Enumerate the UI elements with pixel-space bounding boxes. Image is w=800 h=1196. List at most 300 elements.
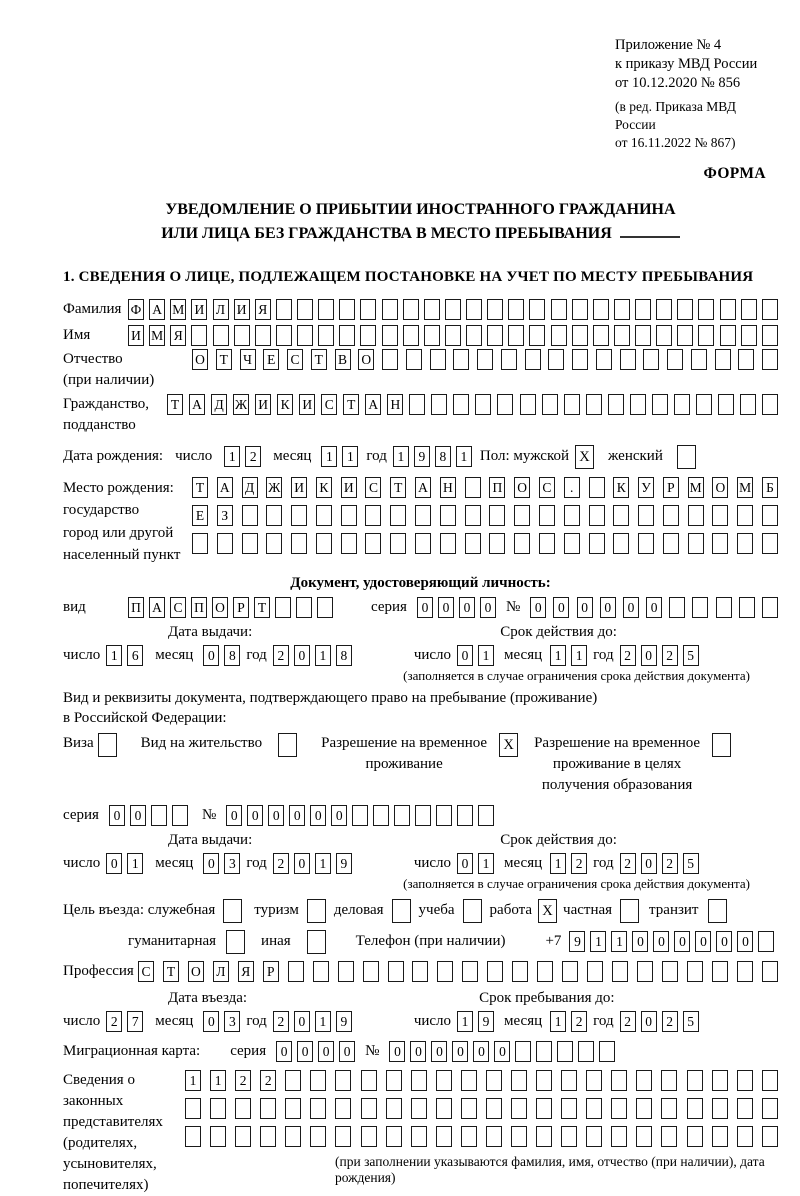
form-cell[interactable] — [335, 1126, 351, 1147]
form-cell[interactable]: 0 — [716, 931, 732, 952]
form-cell[interactable]: 6 — [127, 645, 143, 666]
profession-field[interactable] — [138, 961, 778, 982]
form-cell[interactable] — [461, 1098, 477, 1119]
form-cell[interactable]: П — [489, 477, 505, 498]
form-cell[interactable]: О — [192, 349, 208, 370]
form-cell[interactable] — [172, 805, 188, 826]
form-cell[interactable] — [589, 533, 605, 554]
form-cell[interactable] — [489, 505, 505, 526]
form-cell[interactable]: 1 — [550, 1011, 566, 1032]
form-cell[interactable] — [572, 299, 588, 320]
form-cell[interactable] — [486, 1126, 502, 1147]
form-cell[interactable] — [235, 1126, 251, 1147]
phone-field[interactable] — [569, 931, 774, 952]
form-cell[interactable]: О — [358, 349, 374, 370]
form-cell[interactable] — [361, 1126, 377, 1147]
form-cell[interactable] — [762, 1070, 778, 1091]
doc-expiry-day-field[interactable] — [457, 645, 494, 666]
form-cell[interactable]: К — [613, 477, 629, 498]
form-cell[interactable] — [536, 1098, 552, 1119]
form-cell[interactable] — [762, 394, 778, 415]
form-cell[interactable]: 2 — [273, 645, 289, 666]
form-cell[interactable] — [536, 1041, 552, 1062]
form-cell[interactable]: 0 — [641, 853, 657, 874]
form-cell[interactable] — [762, 325, 778, 346]
form-cell[interactable]: 2 — [260, 1070, 276, 1091]
form-cell[interactable]: Я — [255, 299, 271, 320]
form-cell[interactable] — [520, 394, 536, 415]
form-cell[interactable] — [589, 477, 605, 498]
form-cell[interactable] — [688, 505, 704, 526]
form-cell[interactable] — [687, 961, 703, 982]
form-cell[interactable] — [614, 325, 630, 346]
form-cell[interactable] — [696, 394, 712, 415]
form-cell[interactable]: 0 — [318, 1041, 334, 1062]
form-cell[interactable] — [740, 394, 756, 415]
form-cell[interactable] — [537, 961, 553, 982]
doc-series-field[interactable] — [417, 597, 496, 618]
form-cell[interactable]: М — [737, 477, 753, 498]
representatives-line1-field[interactable] — [185, 1070, 778, 1091]
form-cell[interactable] — [529, 299, 545, 320]
form-cell[interactable]: 2 — [662, 1011, 678, 1032]
form-cell[interactable]: Е — [263, 349, 279, 370]
name-field[interactable] — [128, 325, 778, 346]
doc-expiry-month-field[interactable] — [550, 645, 587, 666]
form-cell[interactable]: Л — [213, 961, 229, 982]
form-cell[interactable] — [514, 533, 530, 554]
form-cell[interactable]: 0 — [623, 597, 639, 618]
form-cell[interactable] — [539, 505, 555, 526]
form-cell[interactable] — [638, 533, 654, 554]
form-cell[interactable] — [667, 349, 683, 370]
form-cell[interactable]: 1 — [315, 853, 331, 874]
form-cell[interactable] — [762, 299, 778, 320]
form-cell[interactable] — [561, 1098, 577, 1119]
form-cell[interactable]: 1 — [315, 1011, 331, 1032]
form-cell[interactable]: Р — [233, 597, 249, 618]
form-cell[interactable]: Т — [192, 477, 208, 498]
form-cell[interactable] — [712, 1070, 728, 1091]
form-cell[interactable]: Т — [163, 961, 179, 982]
form-cell[interactable]: 9 — [569, 931, 585, 952]
form-cell[interactable]: 0 — [641, 645, 657, 666]
form-cell[interactable] — [511, 1126, 527, 1147]
form-cell[interactable]: 0 — [674, 931, 690, 952]
form-cell[interactable]: 0 — [632, 931, 648, 952]
form-cell[interactable] — [465, 505, 481, 526]
form-cell[interactable] — [191, 325, 207, 346]
form-cell[interactable] — [737, 1098, 753, 1119]
form-cell[interactable]: 0 — [294, 1011, 310, 1032]
form-cell[interactable] — [436, 1070, 452, 1091]
form-cell[interactable] — [738, 349, 754, 370]
form-cell[interactable] — [677, 299, 693, 320]
form-cell[interactable]: 1 — [550, 853, 566, 874]
form-cell[interactable]: 0 — [457, 853, 473, 874]
form-cell[interactable] — [390, 533, 406, 554]
form-cell[interactable]: Р — [663, 477, 679, 498]
form-cell[interactable] — [661, 1098, 677, 1119]
form-cell[interactable]: 0 — [106, 853, 122, 874]
form-cell[interactable] — [394, 805, 410, 826]
form-cell[interactable] — [436, 1126, 452, 1147]
form-cell[interactable] — [636, 1070, 652, 1091]
form-cell[interactable]: 1 — [106, 645, 122, 666]
form-cell[interactable] — [514, 505, 530, 526]
form-cell[interactable]: Т — [216, 349, 232, 370]
form-cell[interactable] — [213, 325, 229, 346]
form-cell[interactable]: 0 — [339, 1041, 355, 1062]
form-cell[interactable]: 9 — [478, 1011, 494, 1032]
form-cell[interactable]: 0 — [431, 1041, 447, 1062]
form-cell[interactable] — [210, 1126, 226, 1147]
form-cell[interactable]: 0 — [130, 805, 146, 826]
form-cell[interactable] — [466, 325, 482, 346]
form-cell[interactable] — [437, 961, 453, 982]
form-cell[interactable] — [620, 349, 636, 370]
form-cell[interactable]: И — [255, 394, 271, 415]
form-cell[interactable]: Т — [343, 394, 359, 415]
form-cell[interactable] — [586, 1126, 602, 1147]
form-cell[interactable] — [291, 533, 307, 554]
form-cell[interactable] — [561, 1070, 577, 1091]
form-cell[interactable] — [403, 325, 419, 346]
form-cell[interactable] — [712, 1098, 728, 1119]
form-cell[interactable] — [497, 394, 513, 415]
form-cell[interactable] — [762, 349, 778, 370]
purpose-humanitarian-checkbox[interactable] — [226, 930, 245, 954]
form-cell[interactable] — [716, 597, 732, 618]
entry-month-field[interactable] — [203, 1011, 240, 1032]
form-cell[interactable]: К — [316, 477, 332, 498]
form-cell[interactable] — [185, 1098, 201, 1119]
resident-doc-number-field[interactable] — [226, 805, 494, 826]
form-cell[interactable]: И — [299, 394, 315, 415]
purpose-other-checkbox[interactable] — [307, 930, 326, 954]
form-cell[interactable]: . — [564, 477, 580, 498]
form-cell[interactable]: 2 — [620, 853, 636, 874]
form-cell[interactable] — [424, 325, 440, 346]
doc-number-field[interactable] — [530, 597, 778, 618]
form-cell[interactable]: У — [638, 477, 654, 498]
doc-type-field[interactable] — [128, 597, 333, 618]
form-cell[interactable] — [712, 961, 728, 982]
doc-issue-month-field[interactable] — [203, 645, 240, 666]
entry-day-field[interactable] — [106, 1011, 143, 1032]
form-cell[interactable] — [578, 1041, 594, 1062]
form-cell[interactable] — [266, 505, 282, 526]
resident-doc-expiry-day-field[interactable] — [457, 853, 494, 874]
form-cell[interactable] — [663, 533, 679, 554]
form-cell[interactable]: 9 — [414, 446, 430, 467]
form-cell[interactable]: 0 — [203, 1011, 219, 1032]
form-cell[interactable] — [511, 1098, 527, 1119]
form-cell[interactable]: 0 — [226, 805, 242, 826]
form-cell[interactable] — [564, 533, 580, 554]
form-cell[interactable] — [363, 961, 379, 982]
form-cell[interactable] — [652, 394, 668, 415]
form-cell[interactable] — [317, 597, 333, 618]
form-cell[interactable] — [360, 325, 376, 346]
form-cell[interactable]: 0 — [695, 931, 711, 952]
form-cell[interactable] — [266, 533, 282, 554]
form-cell[interactable] — [440, 505, 456, 526]
form-cell[interactable]: 1 — [550, 645, 566, 666]
form-cell[interactable] — [737, 505, 753, 526]
form-cell[interactable]: 2 — [662, 645, 678, 666]
form-cell[interactable]: 2 — [273, 853, 289, 874]
form-cell[interactable]: С — [539, 477, 555, 498]
form-cell[interactable] — [596, 349, 612, 370]
form-cell[interactable] — [741, 299, 757, 320]
form-cell[interactable]: 1 — [457, 1011, 473, 1032]
form-cell[interactable]: К — [277, 394, 293, 415]
form-cell[interactable] — [613, 533, 629, 554]
form-cell[interactable] — [341, 533, 357, 554]
form-cell[interactable] — [663, 505, 679, 526]
migration-number-field[interactable] — [389, 1041, 615, 1062]
form-cell[interactable] — [445, 299, 461, 320]
form-cell[interactable]: П — [191, 597, 207, 618]
form-cell[interactable] — [430, 349, 446, 370]
form-cell[interactable]: Ж — [233, 394, 249, 415]
patronymic-field[interactable] — [192, 349, 778, 370]
form-cell[interactable] — [341, 505, 357, 526]
form-cell[interactable] — [466, 299, 482, 320]
form-cell[interactable]: 8 — [336, 645, 352, 666]
form-cell[interactable] — [656, 325, 672, 346]
form-cell[interactable] — [637, 961, 653, 982]
form-cell[interactable]: 0 — [459, 597, 475, 618]
form-cell[interactable] — [310, 1098, 326, 1119]
form-cell[interactable]: 3 — [224, 1011, 240, 1032]
form-cell[interactable]: 0 — [203, 853, 219, 874]
form-cell[interactable] — [762, 1098, 778, 1119]
form-cell[interactable] — [599, 1041, 615, 1062]
form-cell[interactable] — [611, 1126, 627, 1147]
resident-doc-expiry-year-field[interactable] — [620, 853, 699, 874]
form-cell[interactable] — [335, 1098, 351, 1119]
form-cell[interactable] — [561, 1126, 577, 1147]
form-cell[interactable] — [461, 1126, 477, 1147]
form-cell[interactable] — [688, 533, 704, 554]
form-cell[interactable]: 5 — [683, 645, 699, 666]
form-cell[interactable]: 0 — [480, 597, 496, 618]
form-cell[interactable] — [687, 1070, 703, 1091]
form-cell[interactable] — [542, 394, 558, 415]
form-cell[interactable] — [486, 1098, 502, 1119]
form-cell[interactable] — [288, 961, 304, 982]
form-cell[interactable] — [465, 477, 481, 498]
form-cell[interactable]: А — [415, 477, 431, 498]
form-cell[interactable] — [318, 299, 334, 320]
form-cell[interactable] — [255, 325, 271, 346]
gender-male-checkbox[interactable]: X — [575, 445, 594, 469]
purpose-transit-checkbox[interactable] — [708, 899, 727, 923]
temp-residence-checkbox[interactable]: X — [499, 733, 518, 757]
form-cell[interactable] — [614, 299, 630, 320]
form-cell[interactable]: 7 — [127, 1011, 143, 1032]
form-cell[interactable]: О — [212, 597, 228, 618]
form-cell[interactable]: 0 — [653, 931, 669, 952]
form-cell[interactable] — [275, 597, 291, 618]
form-cell[interactable]: Ж — [266, 477, 282, 498]
form-cell[interactable]: С — [321, 394, 337, 415]
form-cell[interactable] — [475, 394, 491, 415]
form-cell[interactable] — [564, 394, 580, 415]
resident-doc-issue-year-field[interactable] — [273, 853, 352, 874]
form-cell[interactable] — [487, 299, 503, 320]
form-cell[interactable] — [712, 1126, 728, 1147]
form-cell[interactable] — [151, 805, 167, 826]
form-cell[interactable] — [589, 505, 605, 526]
form-cell[interactable] — [487, 961, 503, 982]
form-cell[interactable] — [285, 1098, 301, 1119]
purpose-work-checkbox[interactable]: X — [538, 899, 557, 923]
form-cell[interactable] — [361, 1070, 377, 1091]
form-cell[interactable]: 1 — [611, 931, 627, 952]
form-cell[interactable] — [529, 325, 545, 346]
form-cell[interactable]: 2 — [620, 1011, 636, 1032]
migration-series-field[interactable] — [276, 1041, 355, 1062]
form-cell[interactable] — [511, 1070, 527, 1091]
form-cell[interactable] — [386, 1070, 402, 1091]
form-cell[interactable]: 2 — [273, 1011, 289, 1032]
citizenship-field[interactable] — [167, 394, 778, 415]
form-cell[interactable]: 1 — [127, 853, 143, 874]
form-cell[interactable] — [242, 533, 258, 554]
form-cell[interactable] — [373, 805, 389, 826]
visa-checkbox[interactable] — [98, 733, 117, 757]
form-cell[interactable] — [712, 533, 728, 554]
form-cell[interactable] — [586, 1098, 602, 1119]
form-cell[interactable]: 0 — [452, 1041, 468, 1062]
form-cell[interactable] — [515, 1041, 531, 1062]
form-cell[interactable]: И — [291, 477, 307, 498]
form-cell[interactable] — [564, 505, 580, 526]
form-cell[interactable] — [692, 597, 708, 618]
form-cell[interactable] — [296, 597, 312, 618]
form-cell[interactable] — [762, 533, 778, 554]
form-cell[interactable]: 1 — [321, 446, 337, 467]
birth-month-field[interactable] — [321, 446, 358, 467]
form-cell[interactable] — [512, 961, 528, 982]
form-cell[interactable] — [635, 325, 651, 346]
form-cell[interactable] — [365, 533, 381, 554]
form-cell[interactable] — [593, 299, 609, 320]
form-cell[interactable]: 0 — [389, 1041, 405, 1062]
form-cell[interactable]: 0 — [289, 805, 305, 826]
form-cell[interactable] — [386, 1098, 402, 1119]
form-cell[interactable] — [453, 394, 469, 415]
form-cell[interactable] — [478, 805, 494, 826]
form-cell[interactable]: Е — [192, 505, 208, 526]
form-cell[interactable] — [477, 349, 493, 370]
form-cell[interactable]: Д — [242, 477, 258, 498]
form-cell[interactable] — [285, 1126, 301, 1147]
resident-doc-issue-day-field[interactable] — [106, 853, 143, 874]
form-cell[interactable] — [661, 1070, 677, 1091]
purpose-study-checkbox[interactable] — [463, 899, 482, 923]
birth-day-field[interactable] — [224, 446, 261, 467]
form-cell[interactable] — [382, 325, 398, 346]
form-cell[interactable] — [234, 325, 250, 346]
form-cell[interactable] — [586, 394, 602, 415]
form-cell[interactable]: В — [335, 349, 351, 370]
form-cell[interactable]: 2 — [245, 446, 261, 467]
stay-until-year-field[interactable] — [620, 1011, 699, 1032]
form-cell[interactable] — [338, 961, 354, 982]
form-cell[interactable]: 1 — [590, 931, 606, 952]
form-cell[interactable] — [572, 349, 588, 370]
form-cell[interactable] — [687, 1098, 703, 1119]
form-cell[interactable] — [390, 505, 406, 526]
form-cell[interactable] — [643, 349, 659, 370]
form-cell[interactable] — [291, 505, 307, 526]
form-cell[interactable] — [335, 1070, 351, 1091]
form-cell[interactable] — [739, 597, 755, 618]
form-cell[interactable] — [403, 299, 419, 320]
form-cell[interactable]: А — [189, 394, 205, 415]
form-cell[interactable] — [737, 1126, 753, 1147]
form-cell[interactable] — [630, 394, 646, 415]
form-cell[interactable] — [316, 505, 332, 526]
form-cell[interactable] — [691, 349, 707, 370]
form-cell[interactable]: Ф — [128, 299, 144, 320]
form-cell[interactable] — [636, 1098, 652, 1119]
form-cell[interactable]: 2 — [620, 645, 636, 666]
form-cell[interactable]: 0 — [641, 1011, 657, 1032]
form-cell[interactable]: 1 — [393, 446, 409, 467]
form-cell[interactable]: 0 — [577, 597, 593, 618]
temp-residence-edu-checkbox[interactable] — [712, 733, 731, 757]
form-cell[interactable] — [386, 1126, 402, 1147]
form-cell[interactable]: 2 — [571, 1011, 587, 1032]
form-cell[interactable]: 0 — [530, 597, 546, 618]
form-cell[interactable]: А — [217, 477, 233, 498]
form-cell[interactable] — [662, 961, 678, 982]
form-cell[interactable]: С — [365, 477, 381, 498]
form-cell[interactable] — [635, 299, 651, 320]
birthplace-line2-field[interactable] — [192, 505, 778, 526]
form-cell[interactable] — [762, 1126, 778, 1147]
form-cell[interactable]: 0 — [417, 597, 433, 618]
form-cell[interactable]: Н — [387, 394, 403, 415]
form-cell[interactable] — [192, 533, 208, 554]
form-cell[interactable] — [501, 349, 517, 370]
form-cell[interactable] — [762, 597, 778, 618]
form-cell[interactable]: 0 — [438, 597, 454, 618]
form-cell[interactable]: 0 — [297, 1041, 313, 1062]
form-cell[interactable]: А — [365, 394, 381, 415]
form-cell[interactable] — [465, 533, 481, 554]
form-cell[interactable] — [712, 505, 728, 526]
gender-female-checkbox[interactable] — [677, 445, 696, 469]
form-cell[interactable] — [310, 1126, 326, 1147]
form-cell[interactable]: М — [149, 325, 165, 346]
form-cell[interactable] — [210, 1098, 226, 1119]
form-cell[interactable] — [436, 1098, 452, 1119]
form-cell[interactable]: Т — [167, 394, 183, 415]
form-cell[interactable]: 5 — [683, 853, 699, 874]
form-cell[interactable] — [310, 1070, 326, 1091]
form-cell[interactable] — [536, 1070, 552, 1091]
form-cell[interactable] — [235, 1098, 251, 1119]
form-cell[interactable] — [440, 533, 456, 554]
form-cell[interactable]: Р — [263, 961, 279, 982]
form-cell[interactable]: И — [341, 477, 357, 498]
